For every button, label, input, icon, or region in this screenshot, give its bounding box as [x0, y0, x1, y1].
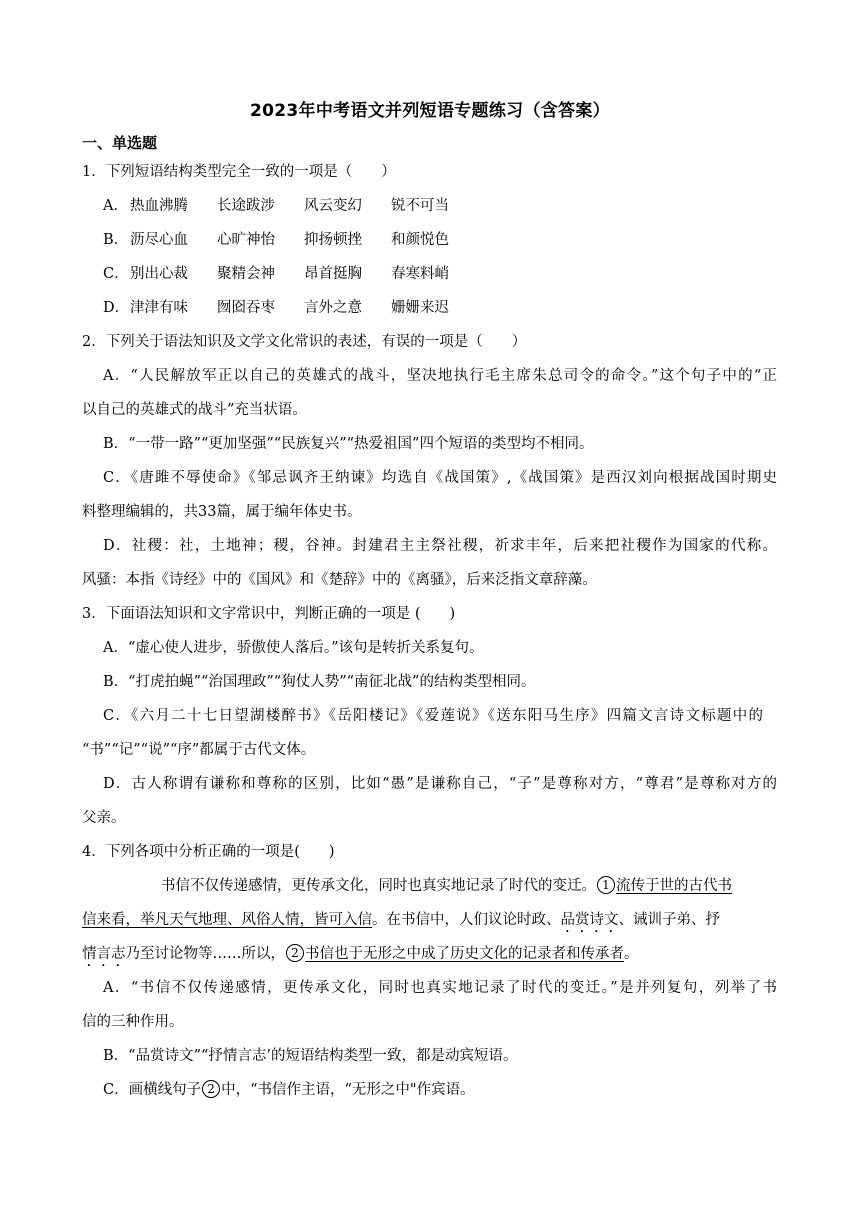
question-4-option-a-line-2: 信的三种作用。 — [82, 1014, 184, 1030]
section-heading: 一、单选题 — [82, 134, 158, 152]
question-3-option-d-line-1: D．古人称谓有谦称和尊称的区别，比如“愚”是谦称自己，“子”是尊称对方，“尊君”是尊称对方的 — [103, 776, 777, 792]
question-2-option-d-line-2: 风骚：本指《诗经》中的《国风》和《楚辞》中的《离骚》，后来泛指文章辞藻。 — [82, 572, 597, 588]
question-1-option-b: B． 沥尽心血 心旷神怡 抑扬顿挫 和颜悦色 — [103, 232, 449, 248]
question-2-option-c-line-2: 料整理编辑的，共33篇，属于编年体史书。 — [82, 504, 362, 520]
question-1-option-c: C．别出心裁 聚精会神 昂首挺胸 春寒料峭 — [103, 266, 449, 282]
question-2-option-c-line-1: C．《唐雎不辱使命》《邹忌讽齐王纳谏》均选自《战国策》,《战国策》是西汉刘向根据战国时期史 — [103, 470, 777, 486]
question-3-option-c-line-2: “书”“记”“说”“序”都属于古代文体。 — [82, 742, 316, 758]
question-3-option-c-line-1: C．《六月二十七日望湖楼醉书》《岳阳楼记》《爱莲说》《送东阳马生序》四篇文言诗文标题中的 — [103, 708, 763, 724]
page-title: 2023年中考语文并列短语专题练习（含答案） — [250, 101, 610, 121]
question-1-option-a: A． 热血沸腾 长途跋涉 风云变幻 锐不可当 — [103, 198, 449, 214]
circled-number-1: 1 — [597, 876, 615, 894]
question-1-stem: 1．下列短语结构类型完全一致的一项是（ ） — [82, 164, 396, 180]
question-1-option-d: D．津津有味 囫囵吞枣 言外之意 姗姗来迟 — [103, 300, 449, 316]
question-2-option-b: B．“一带一路”“更加坚强”“民族复兴”“热爱祖国”四个短语的类型均不相同。 — [103, 436, 594, 452]
question-4-stem: 4．下列各项中分析正确的一项是( ) — [82, 844, 335, 860]
question-4-option-c: C．画横线句子 2 中，“书信作主语，“无形之中"作宾语。 — [103, 1082, 475, 1098]
question-4-option-a-line-1: A．“书信不仅传递感情，更传承文化，同时也真实地记录了时代的变迁。”是并列复句，列举了书 — [103, 980, 777, 996]
circled-number-2-ref: 2 — [202, 1080, 220, 1098]
question-2-stem: 2．下列关于语法知识及文学文化常识的表述，有误的一项是（ ） — [82, 334, 527, 350]
passage-line-2: 信来看，举凡天气地理、风俗人情，皆可入信。在书信中，人们议论时政、品赏诗文、诫训子弟、抒 — [82, 912, 720, 928]
question-4-option-b: B．“品赏诗文”“抒情言志’的短语结构类型一致，都是动宾短语。 — [103, 1048, 518, 1064]
passage-line-3: 情言志乃至讨论物等……所以， 2 书信也于无形之中成了历史文化的记录者和传承者。 — [82, 946, 639, 962]
question-3-option-a: A．“虚心使人进步，骄傲使人落后。”该句是转折关系复句。 — [103, 640, 484, 656]
question-2-option-a-line-1: A．“人民解放军正以自己的英雄式的战斗，坚决地执行毛主席朱总司令的命令。”这个句子中的“正 — [103, 368, 777, 384]
question-2-option-a-line-2: 以自己的英雄式的战斗”充当状语。 — [82, 402, 307, 418]
question-3-option-d-line-2: 父亲。 — [82, 810, 126, 826]
circled-number-2: 2 — [286, 944, 304, 962]
question-3-stem: 3．下面语法知识和文字常识中，判断正确的一项是 ( ) — [82, 606, 456, 622]
question-2-option-d-line-1: D．社稷：社，土地神；稷，谷神。封建君主主祭社稷，祈求丰年，后来把社稷作为国家的代称。 — [103, 538, 777, 554]
question-3-option-b: B．“打虎拍蝇”“治国理政”“狗仗人势”“南征北战”的结构类型相同。 — [103, 674, 536, 690]
passage-line-1: 书信不仅传递感情，更传承文化，同时也真实地记录了时代的变迁。 1 流传于世的古代书 — [161, 878, 732, 894]
